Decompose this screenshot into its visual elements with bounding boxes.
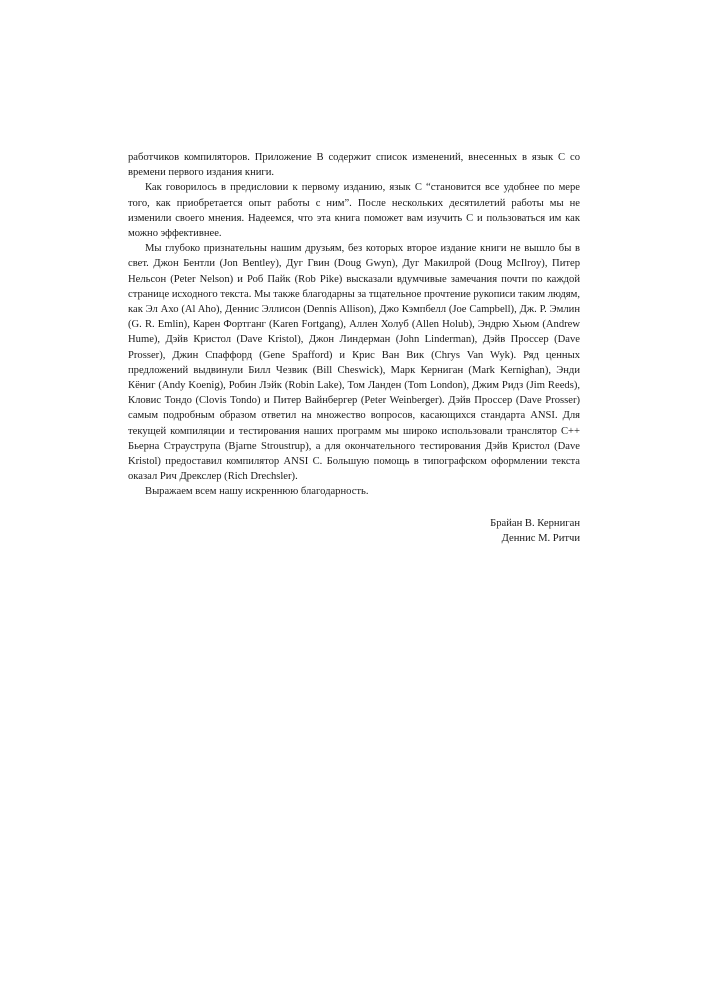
paragraph-acknowledgements: Мы глубоко признательны нашим друзьям, без которых второе издание книги не вышло бы в свет. Джон Бентли (Jon Bentley), Дуг Гвин (Doug Gwyn), Дуг Макилрой (Doug McIlroy), Питер Нельсон (Peter Nelson) и Роб Пайк (Rob Pike) высказали вдумчивые замечания почти по каждой странице исходного текста. Мы также благодарны за тщательное прочтение рукописи таким людям, как Эл Ахо (Al Aho), Деннис Эллисон (Dennis Allison), Джо Кэмпбелл (Joe Campbell), Дж. Р. Эмлин (G. R. Emlin), Карен Фортганг (Karen Fortgang), Аллен Холуб (Allen Holub), Эндрю Хьюм (Andrew Hume), Дэйв Кристол (Dave Kristol), Джон Линдерман (John Linderman), Дэйв Проссер (Dave Prosser), Джин Спаффорд (Gene Spafford) и Крис Ван Вик (Chrys Van Wyk). Ряд ценных предложений выдвинули Билл Чезвик (Bill Cheswick), Марк Керниган (Mark Kernighan), Энди Кёниг (Andy Koenig), Робин Лэйк (Robin Lake), Том Ланден (Tom London), Джим Ридз (Jim Reeds), Кловис Тондо (Clovis Tondo) и Питер Вайнбергер (Peter Weinberger). Дэйв Проссер (Dave Prosser) самым подробным образом ответил на множество вопросов, касающихся стандарта ANSI. Для текущей компиляции и тестирования наших программ мы широко использовали транслятор С++ Бьерна Страуструпа (Bjarne Stroustrup), а для окончательного тестирования Дэйв Кристол (Dave Kristol) предоставил компилятор ANSI C. Большую помощь в типографском оформлении текста оказал Рич Дрекслер (Rich Drechsler). [128,243,580,483]
signature-ritchie: Деннис М. Ритчи [501,532,580,544]
page-body [128,150,580,546]
paragraph-gratitude: Выражаем всем нашу искреннюю благодарность. [145,486,369,498]
paragraph-continuation: работчиков компиляторов. Приложение В содержит список изменений, внесенных в язык С со времени первого издания книги. [128,152,580,179]
paragraph-preface-quote: Как говорилось в предисловии к первому изданию, язык С “становится все удобнее по мере того, как приобретается опыт работы с ним”. После нескольких десятилетий работы мы не изменили своего мнения. Надеемся, что эта книга поможет вам изучить С и пользоваться им как можно эффективнее. [128,182,580,240]
signature-block [128,516,580,546]
signature-kernighan: Брайан В. Керниган [490,517,580,529]
